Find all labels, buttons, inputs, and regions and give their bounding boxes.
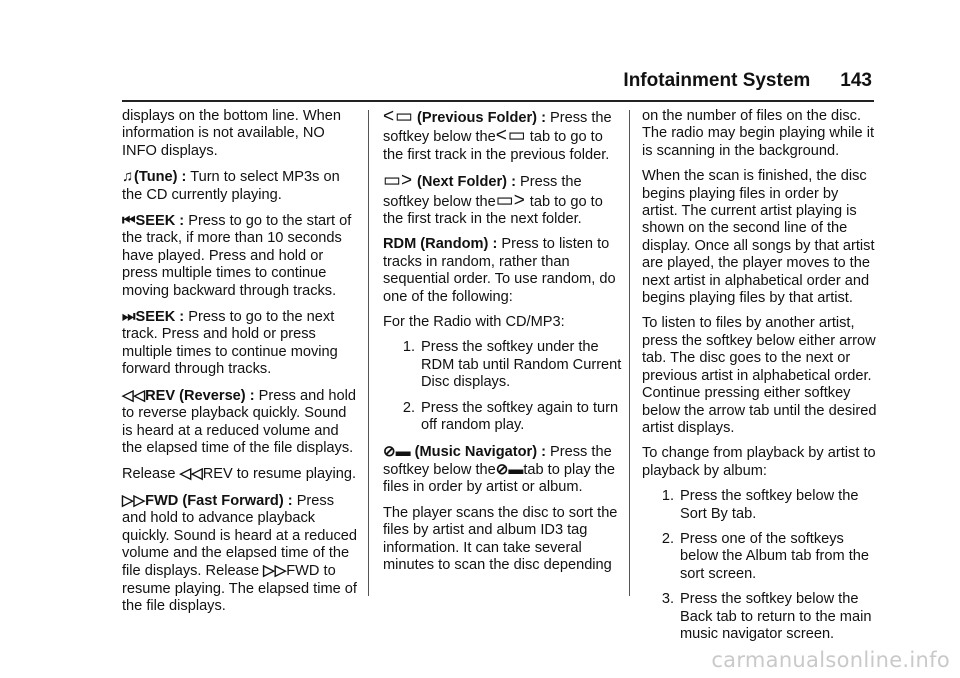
- header-rule: [122, 100, 874, 102]
- seek-forward-icon: ⏭: [122, 308, 136, 326]
- page-number: 143: [840, 70, 872, 91]
- entry-text: Press to listen to tracks in random, rather than sequential order. To use random, do one of the following:: [383, 236, 616, 305]
- entry-label: REV (Reverse) :: [145, 387, 255, 404]
- list-text: Press one of the softkeys below the Album tab from the sort screen.: [680, 530, 870, 582]
- entry-text: Press to go to the start of the track, if more than 10 seconds have played. Press and hold or press multiple times to continue moving backward through tracks.: [122, 213, 352, 299]
- reverse-icon: ◁◁: [179, 465, 203, 483]
- list-item: [642, 488, 878, 523]
- next-folder-entry: [383, 172, 623, 228]
- paragraph: To listen to files by another artist, press the softkey below either arrow tab. The disc goes to the next or previous artist in alphabetical order. Continue pressing either softkey below the arrow tab until the desired artist displays.: [642, 315, 877, 436]
- watermark: carmanualsonline.info: [711, 648, 950, 672]
- list-text: Press the softkey below the Sort By tab.: [680, 488, 859, 522]
- list-number: 2.: [402, 399, 415, 416]
- folder-icon: ▭: [383, 170, 401, 192]
- list-number: 1.: [661, 488, 674, 505]
- entry-label: SEEK :: [135, 213, 185, 230]
- entry-label: FWD (Fast Forward) :: [145, 492, 293, 509]
- column-3: [642, 108, 878, 651]
- list-text: Press the softkey under the RDM tab until Random Current Disc displays.: [421, 339, 622, 391]
- entry-label: SEEK :: [135, 309, 185, 326]
- fast-forward-entry: [122, 492, 358, 616]
- tune-icon: ♫: [122, 168, 134, 186]
- column-1: [122, 108, 358, 624]
- section-title: Infotainment System: [623, 70, 811, 91]
- list-item: [383, 400, 623, 435]
- previous-folder-entry: [383, 108, 623, 164]
- entry-text: tab to go to the first track in the next folder.: [383, 193, 603, 228]
- music-navigator-entry: [383, 443, 623, 497]
- entry-text: Press the softkey below the: [383, 110, 612, 146]
- entry-text: Turn to select MP3s on the CD currently playing.: [122, 169, 340, 203]
- list-number: 2.: [661, 530, 674, 547]
- entry-text: Press and hold to advance playback quickly. Sound is heard at a reduced volume and the elapsed time of the file displays. Release: [122, 492, 357, 580]
- column-2: [383, 108, 623, 582]
- music-navigator-icon: ⊘▬: [383, 442, 411, 460]
- paragraph: displays on the bottom line. When information is not available, NO INFO displays.: [122, 108, 342, 159]
- reverse-release: [122, 465, 358, 483]
- folder-icon: ▭: [495, 189, 514, 211]
- paragraph: When the scan is finished, the disc begins playing files in order by artist. The current artist playing is shown on the second line of the display. Once all songs by that artist are played, the player moves to the next artist in alphabetical order and begins playing files by that artist.: [642, 168, 875, 307]
- entry-text: Press the softkey below the: [383, 174, 582, 210]
- entry-label: (Music Navigator) :: [414, 443, 546, 460]
- list-item: [642, 591, 878, 643]
- tune-entry: [122, 168, 358, 204]
- column-divider: [368, 110, 369, 596]
- column-divider: [629, 110, 630, 596]
- seek-forward-entry: [122, 308, 358, 379]
- text: Release: [122, 466, 176, 483]
- entry-text: tab to go to the first track in the previous folder.: [383, 129, 610, 163]
- list-number: 1.: [402, 339, 415, 356]
- fast-forward-icon: ▷▷: [263, 562, 287, 580]
- next-arrow-icon: >: [513, 189, 525, 211]
- folder-icon: ▭: [507, 125, 526, 147]
- list-item: [383, 339, 623, 391]
- reverse-icon: ◁◁: [122, 386, 146, 404]
- paragraph: on the number of files on the disc. The radio may begin playing while it is scanning in the background.: [642, 108, 875, 159]
- text: REV to resume playing.: [202, 466, 356, 483]
- reverse-entry: [122, 387, 358, 458]
- entry-text: Press the softkey below the: [383, 443, 612, 478]
- entry-label: (Next Folder) :: [417, 174, 516, 191]
- previous-arrow-icon: <: [495, 125, 507, 147]
- list-text: Press the softkey again to turn off random play.: [421, 399, 619, 434]
- seek-back-entry: [122, 212, 358, 300]
- paragraph: For the Radio with CD/MP3:: [383, 314, 565, 331]
- list-number: 3.: [661, 591, 674, 608]
- entry-label: RDM (Random) :: [383, 236, 498, 253]
- entry-text: Press to go to the next track. Press and hold or press multiple times to continue moving forward through tracks.: [122, 309, 338, 378]
- seek-back-icon: ⏮: [122, 212, 136, 230]
- paragraph: To change from playback by artist to playback by album:: [642, 445, 876, 479]
- list-item: [642, 531, 878, 583]
- page-header: [623, 70, 872, 92]
- music-navigator-icon: ⊘▬: [495, 460, 524, 478]
- folder-icon: ▭: [395, 106, 413, 127]
- next-arrow-icon: >: [400, 170, 413, 192]
- entry-text: tab to play the files in order by artist or album.: [383, 461, 616, 496]
- previous-arrow-icon: <: [383, 106, 395, 127]
- entry-text: FWD to resume playing. The elapsed time of the file displays.: [122, 563, 357, 615]
- fast-forward-icon: ▷▷: [122, 491, 146, 509]
- entry-text: Press and hold to reverse playback quickly. Sound is heard at a reduced volume and the elapsed time of the file displays.: [122, 387, 356, 456]
- random-entry: [383, 236, 623, 306]
- entry-label: (Previous Folder) :: [417, 110, 546, 126]
- entry-label: (Tune) :: [134, 169, 187, 186]
- list-text: Press the softkey below the Back tab to return to the main music navigator screen.: [680, 591, 872, 642]
- paragraph: The player scans the disc to sort the files by artist and album ID3 tag information. It can take several minutes to scan the disc depending: [383, 504, 618, 573]
